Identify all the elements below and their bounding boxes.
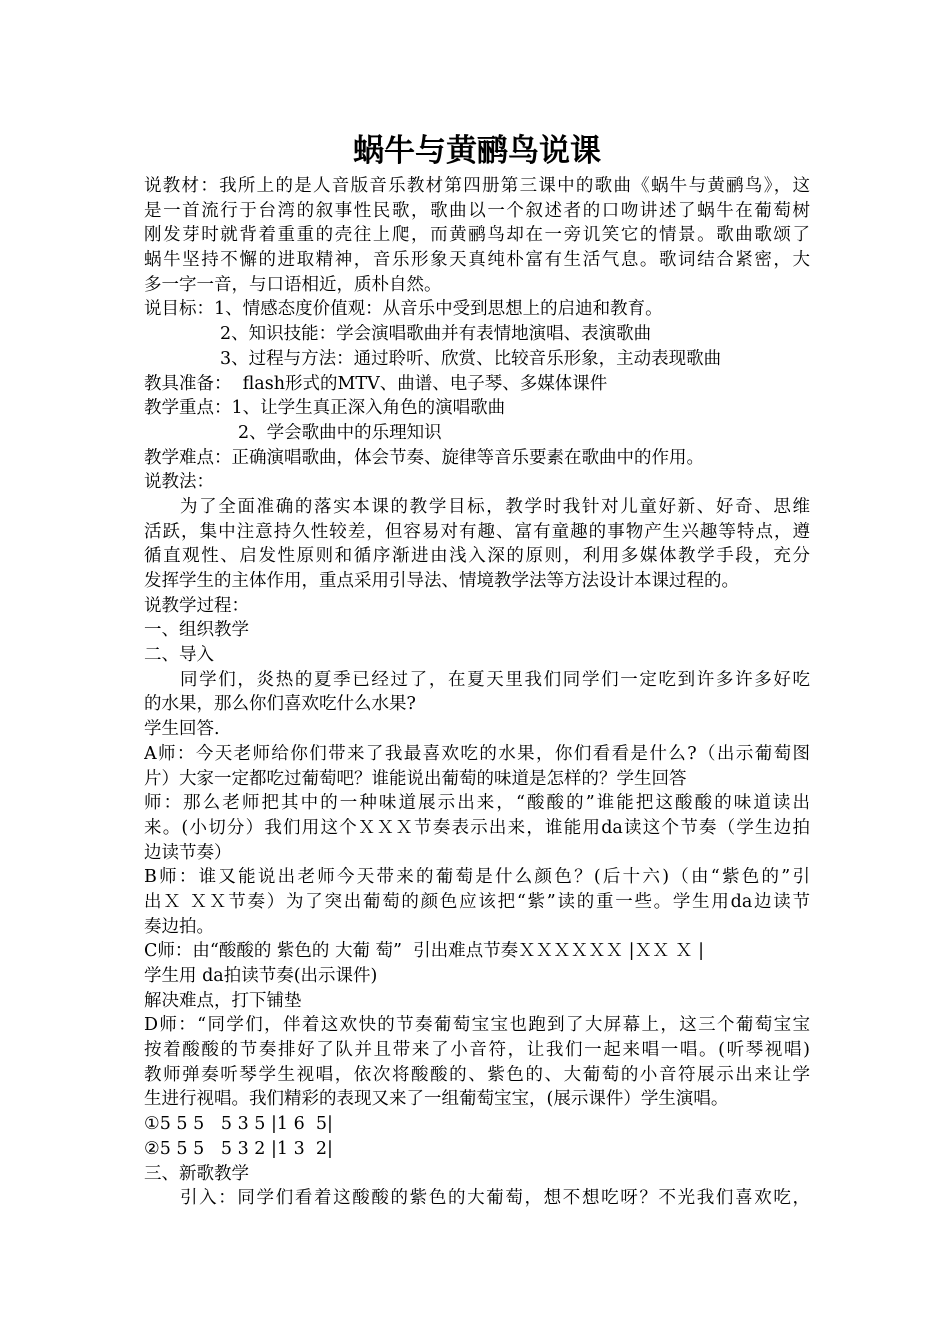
text-line: 解决难点，打下铺垫 [144, 990, 302, 1011]
text-line: 是一首流行于台湾的叙事性民歌，歌曲以一个叙述者的口吻讲述了蜗牛在葡萄树 [144, 200, 810, 221]
text-line: 循直观性、启发性原则和循序渐进由浅入深的原则，利用多媒体教学手段，充分 [144, 546, 810, 567]
text-line: 说教材：我所上的是人音版音乐教材第四册第三课中的歌曲《蜗牛与黄鹂鸟》，这 [144, 176, 810, 196]
text-line: 边读节奏） [144, 842, 232, 863]
text-line: 说目标：1、情感态度价值观：从音乐中受到思想上的启迪和教育。 [144, 299, 663, 320]
text-line: ②5 5 5 5 3 2 |1 3 2| [144, 1138, 333, 1159]
text-line: 活跃，集中注意持久性较差，但容易对有趣、富有童趣的事物产生兴趣等特点，遵 [144, 521, 810, 542]
text-line: 2、学会歌曲中的乐理知识 [238, 422, 442, 443]
text-line: 教具准备： flash形式的MTV、曲谱、电子琴、多媒体课件 [144, 373, 608, 394]
text-line: 的水果，那么你们喜欢吃什么水果? [144, 694, 416, 715]
text-line: 为了全面准确的落实本课的教学目标，教学时我针对儿童好新、好奇、思维 [180, 496, 810, 517]
text-line: 说教学过程： [144, 595, 249, 616]
text-line: 说教法： [144, 472, 214, 493]
text-line: C师：由“酸酸的 紫色的 大葡 萄” 引出难点节奏ＸＸＸＸＸＸ |ＸＸ Ｘ | [144, 941, 705, 962]
text-line: 师：那么老师把其中的一种味道展示出来，“酸酸的”谁能把这酸酸的味道读出 [144, 793, 810, 814]
document-body [144, 174, 810, 1211]
text-line: 教学难点：正确演唱歌曲，体会节奏、旋律等音乐要素在歌曲中的作用。 [144, 447, 704, 468]
text-line: 发挥学生的主体作用，重点采用引导法、情境教学法等方法设计本课过程的。 [144, 571, 739, 591]
text-line: 学生回答. [144, 719, 220, 740]
text-line: 2、知识技能：学会演唱歌曲并有表情地演唱、表演歌曲 [220, 324, 652, 345]
document-page [144, 128, 810, 1211]
text-line: 来。(小切分）我们用这个ＸＸＸ节奏表示出来，谁能用da读这个节奏（学生边拍 [144, 817, 810, 838]
text-line: B师：谁又能说出老师今天带来的葡萄是什么颜色？(后十六)（由“紫色的”引 [144, 867, 810, 888]
text-line: 出Ｘ ＸＸ节奏）为了突出葡萄的颜色应该把“紫”读的重一些。学生用da边读节 [144, 891, 810, 912]
text-line: D师：“同学们，伴着这欢快的节奏葡萄宝宝也跑到了大屏幕上，这三个葡萄宝宝 [144, 1015, 810, 1036]
text-line: 教学重点：1、让学生真正深入角色的演唱歌曲 [144, 398, 506, 419]
text-line: 引入：同学们看着这酸酸的紫色的大葡萄，想不想吃呀？不光我们喜欢吃， [180, 1188, 810, 1209]
text-line: 3、过程与方法：通过聆听、欣赏、比较音乐形象，主动表现歌曲 [220, 348, 722, 369]
text-line: 多一字一音，与口语相近，质朴自然。 [144, 274, 442, 295]
text-line: A师：今天老师给你们带来了我最喜欢吃的水果，你们看看是什么?（出示葡萄图 [144, 743, 810, 764]
text-line: 一、组织教学 [144, 620, 249, 641]
text-line: 二、导入 [144, 645, 214, 666]
text-line: 生进行视唱。我们精彩的表现又来了一组葡萄宝宝，(展示课件）学生演唱。 [144, 1089, 729, 1110]
page-title: 蜗牛与黄鹂鸟说课 [353, 133, 601, 169]
text-line: 片）大家一定都吃过葡萄吧？谁能说出葡萄的味道是怎样的？学生回答 [144, 768, 687, 789]
text-line: 三、新歌教学 [144, 1163, 249, 1184]
text-line: 奏边拍。 [144, 916, 214, 937]
text-line: 教师弹奏听琴学生视唱，依次将酸酸的、紫色的、大葡萄的小音符展示出来让学 [144, 1064, 810, 1085]
text-line: ①5 5 5 5 3 5 |1 6 5| [144, 1114, 333, 1135]
text-line: 按着酸酸的节奏排好了队并且带来了小音符，让我们一起来唱一唱。(听琴视唱) [144, 1040, 810, 1061]
text-line: 学生用 da拍读节奏(出示课件) [144, 966, 378, 986]
text-line: 刚发芽时就背着重重的壳往上爬，而黄鹂鸟却在一旁讥笑它的情景。歌曲歌颂了 [144, 225, 810, 246]
text-line: 同学们，炎热的夏季已经过了，在夏天里我们同学们一定吃到许多许多好吃 [180, 669, 810, 690]
text-line: 蜗牛坚持不懈的进取精神，音乐形象天真纯朴富有生活气息。歌词结合紧密，大 [144, 250, 810, 271]
